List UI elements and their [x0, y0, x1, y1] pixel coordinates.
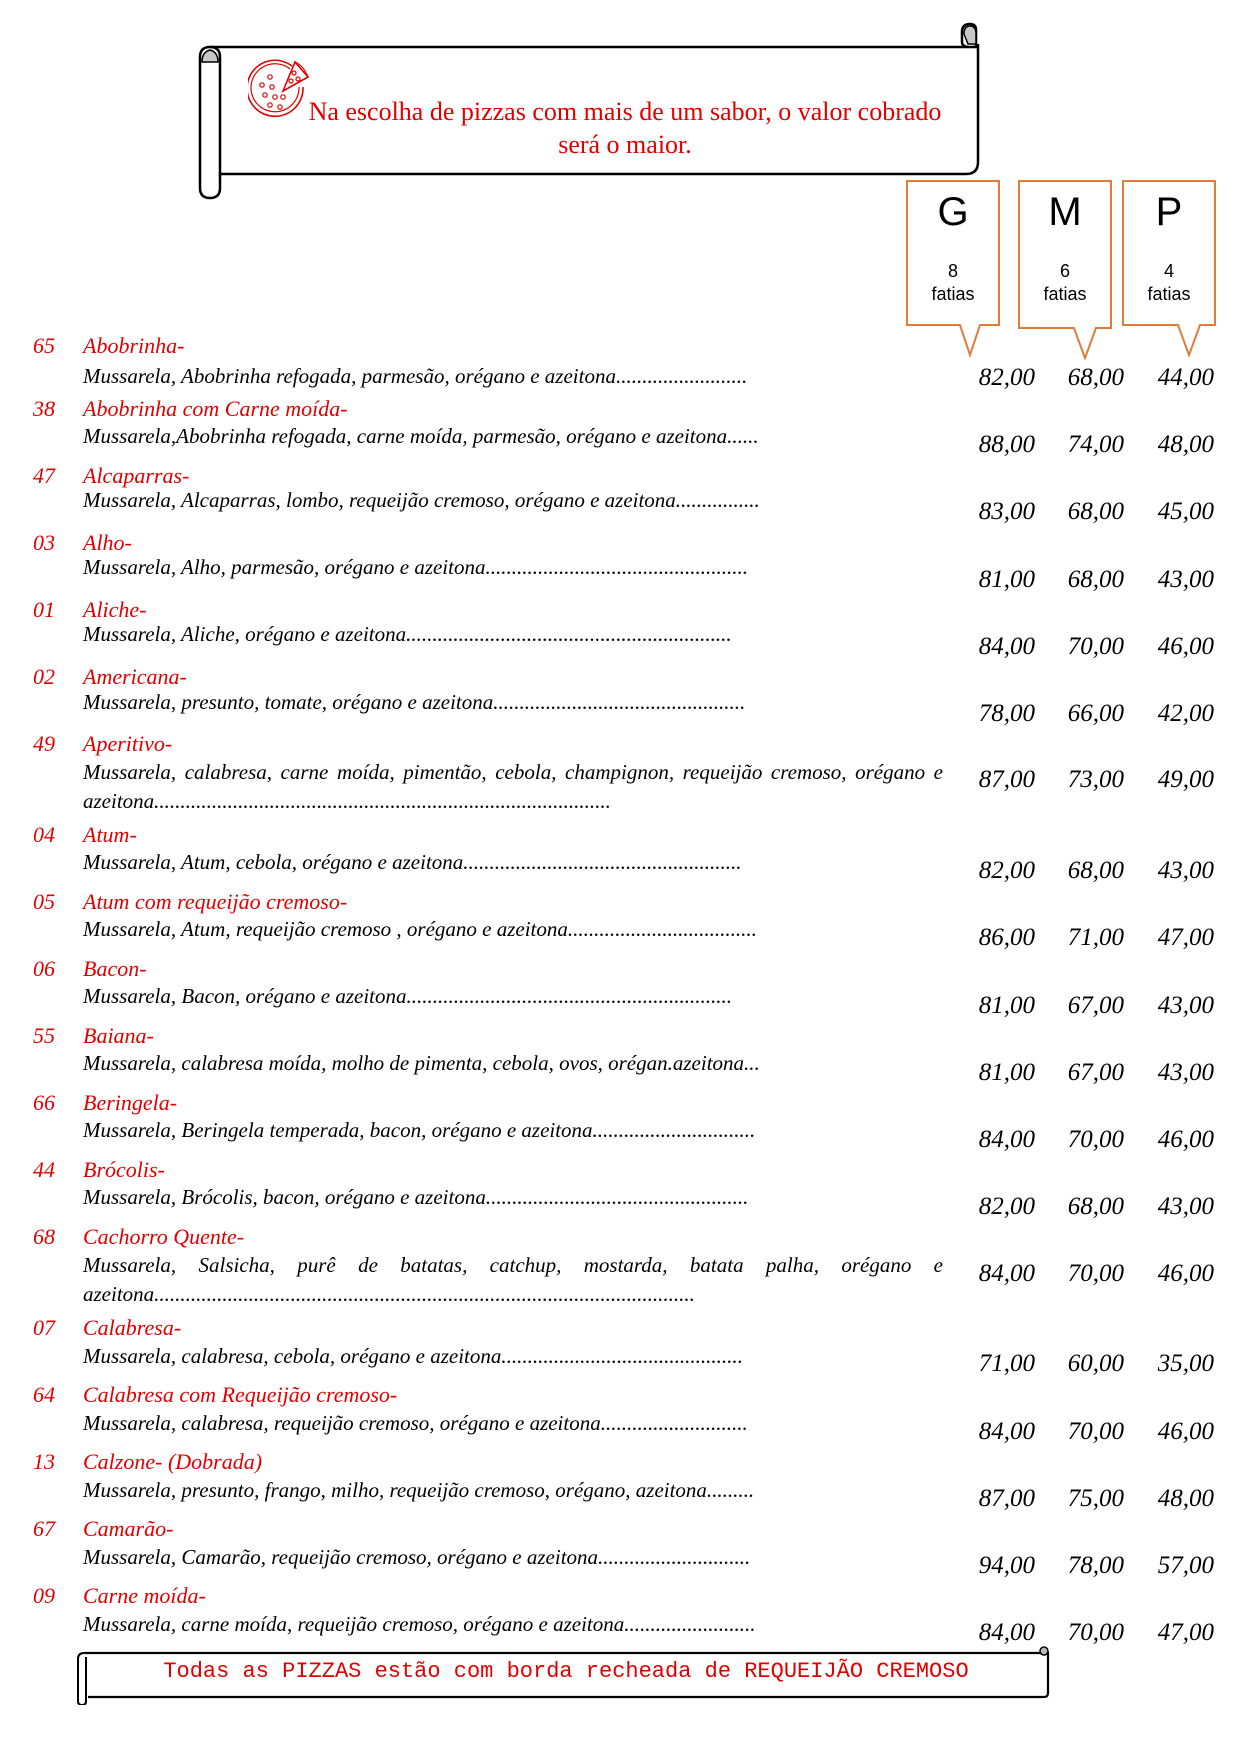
- item-number: 67: [33, 1516, 55, 1541]
- item-number: 05: [33, 889, 55, 914]
- price-g: 84,00: [978, 1260, 1035, 1287]
- price-g: 84,00: [978, 1418, 1035, 1445]
- price-g: 84,00: [978, 633, 1035, 660]
- price-p: 45,00: [1157, 498, 1214, 525]
- size-letter: P: [1155, 190, 1183, 234]
- price-m: 75,00: [1067, 1485, 1124, 1512]
- footer-notice-text: Todas as PIZZAS estão com borda recheada de REQUEIJÃO CREMOSO: [163, 1659, 969, 1684]
- item-number: 65: [33, 333, 55, 358]
- item-description: Mussarela,Abobrinha refogada, carne moída, parmesão, orégano e azeitona......: [83, 424, 759, 448]
- price-m: 68,00: [1067, 364, 1124, 391]
- size-letter: G: [937, 190, 969, 234]
- item-number: 47: [33, 463, 55, 488]
- price-g: 94,00: [978, 1552, 1035, 1579]
- size-header-p: [1122, 180, 1216, 360]
- price-g: 82,00: [978, 1193, 1035, 1220]
- price-p: 43,00: [1157, 1059, 1214, 1086]
- price-g: 71,00: [978, 1350, 1035, 1377]
- item-number: 49: [33, 731, 55, 756]
- item-description: Mussarela, Alho, parmesão, orégano e azeitona..................................................: [83, 555, 748, 579]
- item-description: Mussarela, Brócolis, bacon, orégano e azeitona..................................................: [83, 1185, 749, 1209]
- price-p: 47,00: [1157, 924, 1214, 951]
- item-description: Mussarela, Bacon, orégano e azeitona..............................................................: [83, 984, 733, 1008]
- price-g: 84,00: [978, 1619, 1035, 1646]
- price-p: 44,00: [1157, 364, 1214, 391]
- price-m: 70,00: [1067, 1418, 1124, 1445]
- size-header-g: [906, 180, 1000, 360]
- slice-count: 4: [1163, 261, 1174, 281]
- item-name: Alcaparras-: [83, 463, 190, 488]
- item-number: 13: [33, 1449, 55, 1474]
- size-slices: [1018, 260, 1112, 306]
- price-g: 88,00: [978, 431, 1035, 458]
- item-name: Calabresa-: [83, 1315, 182, 1340]
- price-m: 70,00: [1067, 633, 1124, 660]
- price-p: 43,00: [1157, 857, 1214, 884]
- item-description: Mussarela, Atum, requeijão cremoso , orégano e azeitona....................................: [83, 917, 757, 941]
- item-name: Abobrinha com Carne moída-: [83, 396, 348, 421]
- size-slices: [906, 260, 1000, 306]
- item-number: 38: [33, 396, 55, 421]
- price-m: 68,00: [1067, 1193, 1124, 1220]
- item-description: Mussarela, Beringela temperada, bacon, orégano e azeitona...............................: [83, 1118, 756, 1142]
- item-name: Calabresa com Requeijão cremoso-: [83, 1382, 398, 1407]
- item-description: Mussarela, Camarão, requeijão cremoso, orégano e azeitona.............................: [83, 1545, 751, 1569]
- item-name: Camarão-: [83, 1516, 174, 1541]
- price-g: 86,00: [978, 924, 1035, 951]
- item-number: 01: [33, 597, 55, 622]
- price-p: 42,00: [1157, 700, 1214, 727]
- slice-count: 6: [1059, 261, 1070, 281]
- item-name: Carne moída-: [83, 1583, 206, 1608]
- item-name: Baiana-: [83, 1023, 154, 1048]
- item-name: Bacon-: [83, 956, 147, 981]
- item-description: Mussarela, carne moída, requeijão cremoso, orégano e azeitona.........................: [83, 1612, 756, 1636]
- price-g: 78,00: [978, 700, 1035, 727]
- slice-count: 8: [947, 261, 958, 281]
- slice-unit: fatias: [1147, 284, 1191, 304]
- price-p: 46,00: [1157, 1418, 1214, 1445]
- price-m: 73,00: [1067, 766, 1124, 793]
- price-p: 46,00: [1157, 633, 1214, 660]
- price-p: 35,00: [1157, 1350, 1214, 1377]
- item-description: Mussarela, Aliche, orégano e azeitona..............................................................: [83, 622, 732, 646]
- item-number: 06: [33, 956, 55, 981]
- item-description: Mussarela, Alcaparras, lombo, requeijão cremoso, orégano e azeitona................: [83, 488, 760, 512]
- item-number: 55: [33, 1023, 55, 1048]
- item-number: 07: [33, 1315, 55, 1340]
- item-number: 44: [33, 1157, 55, 1182]
- price-m: 78,00: [1067, 1552, 1124, 1579]
- price-m: 68,00: [1067, 566, 1124, 593]
- price-m: 60,00: [1067, 1350, 1124, 1377]
- item-description: Mussarela, presunto, frango, milho, requeijão cremoso, orégano, azeitona.........: [83, 1478, 755, 1502]
- price-m: 71,00: [1067, 924, 1124, 951]
- item-description: Mussarela, Atum, cebola, orégano e azeitona.....................................................: [83, 850, 742, 874]
- price-m: 68,00: [1067, 498, 1124, 525]
- price-g: 87,00: [978, 766, 1035, 793]
- price-g: 83,00: [978, 498, 1035, 525]
- price-m: 66,00: [1067, 700, 1124, 727]
- price-m: 74,00: [1067, 431, 1124, 458]
- item-name: Aliche-: [83, 597, 147, 622]
- price-g: 84,00: [978, 1126, 1035, 1153]
- slice-unit: fatias: [1043, 284, 1087, 304]
- price-g: 81,00: [978, 992, 1035, 1019]
- item-number: 68: [33, 1224, 55, 1249]
- price-g: 81,00: [978, 1059, 1035, 1086]
- price-p: 48,00: [1157, 431, 1214, 458]
- price-m: 70,00: [1067, 1126, 1124, 1153]
- item-number: 09: [33, 1583, 55, 1608]
- item-name: Atum-: [83, 822, 137, 847]
- price-p: 48,00: [1157, 1485, 1214, 1512]
- item-description: Mussarela, presunto, tomate, orégano e azeitona................................................: [83, 690, 746, 714]
- price-m: 70,00: [1067, 1260, 1124, 1287]
- price-p: 43,00: [1157, 566, 1214, 593]
- item-name: Atum com requeijão cremoso-: [83, 889, 348, 914]
- size-header-m: [1018, 180, 1112, 360]
- item-number: 66: [33, 1090, 55, 1115]
- item-description: Mussarela, Abobrinha refogada, parmesão, orégano e azeitona.........................: [83, 364, 748, 388]
- price-m: 67,00: [1067, 992, 1124, 1019]
- item-number: 02: [33, 664, 55, 689]
- item-description: Mussarela, calabresa, requeijão cremoso, orégano e azeitona............................: [83, 1411, 748, 1435]
- notice-text: Na escolha de pizzas com mais de um sabor, o valor cobrado será o maior.: [308, 97, 942, 159]
- item-name: Calzone- (Dobrada): [83, 1449, 263, 1474]
- price-p: 49,00: [1157, 766, 1214, 793]
- price-g: 81,00: [978, 566, 1035, 593]
- item-number: 64: [33, 1382, 55, 1407]
- item-description: Mussarela, calabresa, cebola, orégano e azeitona..............................................: [83, 1344, 743, 1368]
- price-m: 68,00: [1067, 857, 1124, 884]
- price-p: 46,00: [1157, 1126, 1214, 1153]
- price-g: 82,00: [978, 364, 1035, 391]
- price-m: 67,00: [1067, 1059, 1124, 1086]
- item-number: 03: [33, 530, 55, 555]
- slice-unit: fatias: [931, 284, 975, 304]
- price-p: 46,00: [1157, 1260, 1214, 1287]
- item-name: Americana-: [83, 664, 187, 689]
- item-name: Beringela-: [83, 1090, 178, 1115]
- item-name: Alho-: [83, 530, 132, 555]
- price-p: 43,00: [1157, 1193, 1214, 1220]
- item-name: Aperitivo-: [83, 731, 173, 756]
- price-p: 47,00: [1157, 1619, 1214, 1646]
- item-description: Mussarela, Salsicha, purê de batatas, catchup, mostarda, batata palha, orégano e azeitona.......................................................................................................: [83, 1253, 943, 1306]
- price-p: 43,00: [1157, 992, 1214, 1019]
- price-m: 70,00: [1067, 1619, 1124, 1646]
- item-name: Brócolis-: [83, 1157, 165, 1182]
- size-slices: [1122, 260, 1216, 306]
- item-number: 04: [33, 822, 55, 847]
- size-letter: M: [1048, 190, 1082, 234]
- item-name: Cachorro Quente-: [83, 1224, 245, 1249]
- item-description: Mussarela, calabresa moída, molho de pimenta, cebola, ovos, orégan.azeitona...: [83, 1051, 760, 1075]
- price-g: 82,00: [978, 857, 1035, 884]
- price-p: 57,00: [1157, 1552, 1214, 1579]
- price-g: 87,00: [978, 1485, 1035, 1512]
- item-description: Mussarela, calabresa, carne moída, pimentão, cebola, champignon, requeijão cremoso, orégano e azeitona.......................................................................................: [83, 760, 943, 813]
- item-name: Abobrinha-: [83, 333, 185, 358]
